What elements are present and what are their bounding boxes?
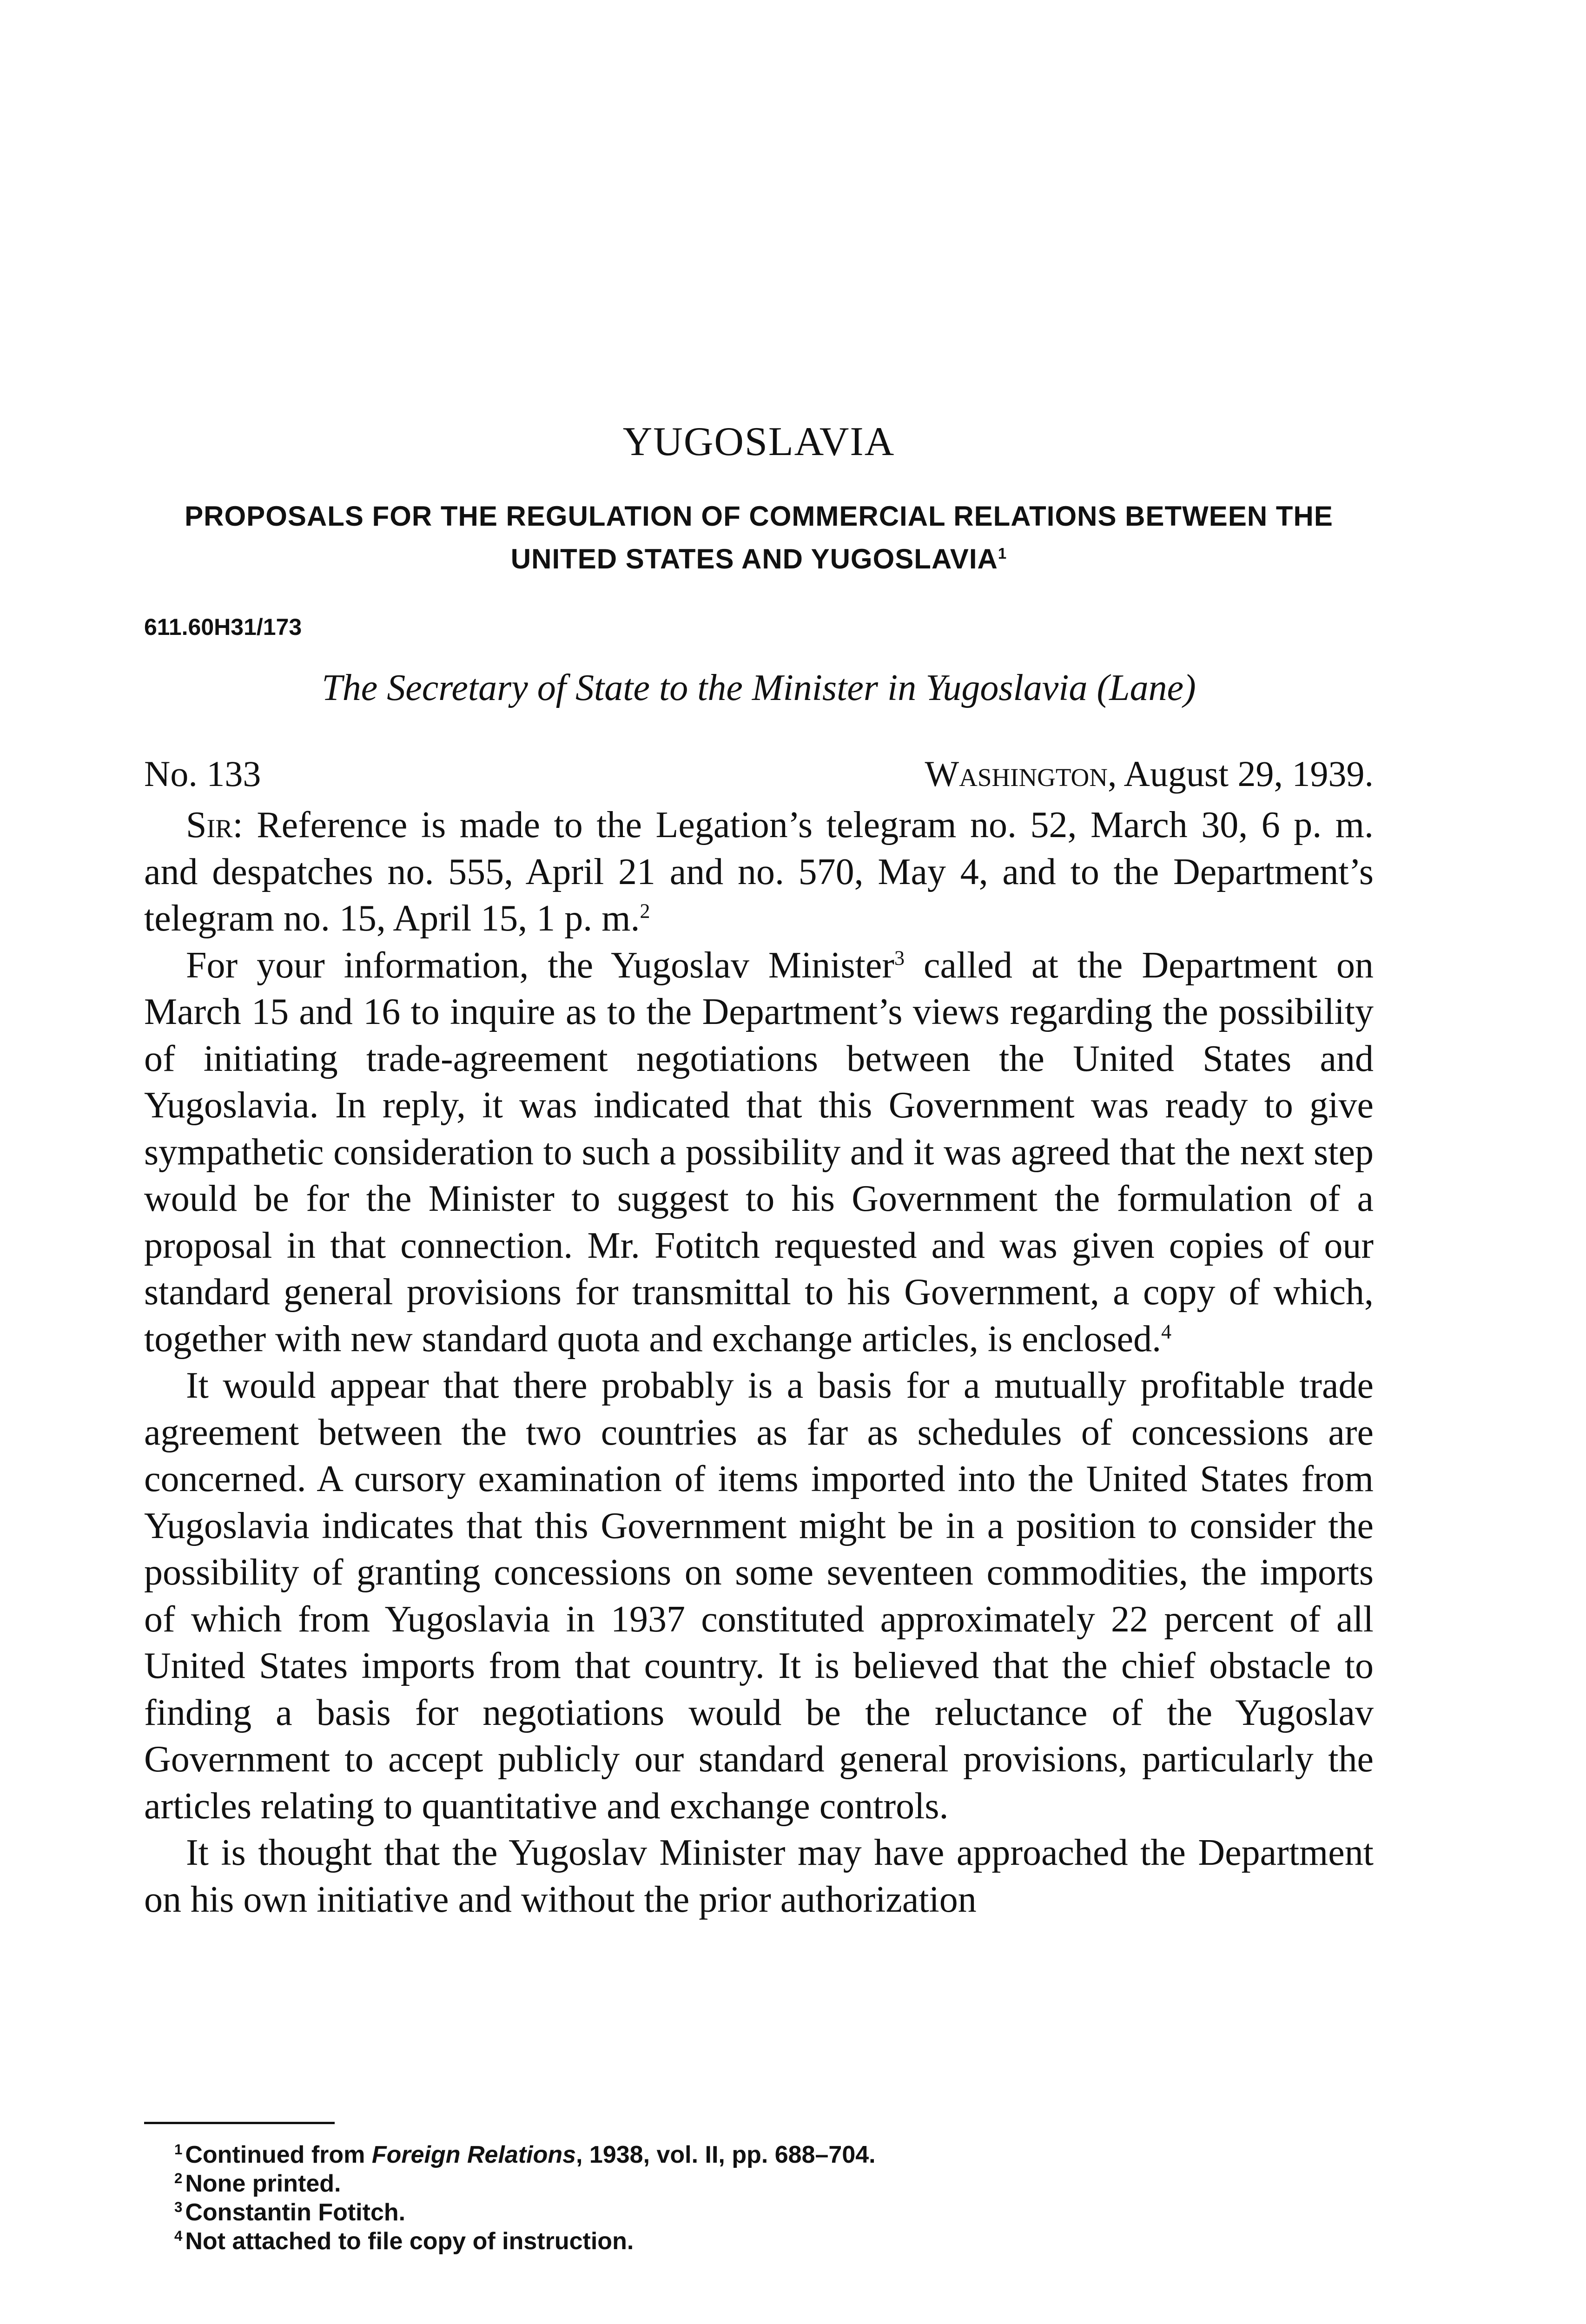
footnote-number: 3 (174, 2199, 183, 2215)
dateline (144, 753, 1374, 795)
country-title: YUGOSLAVIA (622, 419, 895, 464)
footnote (174, 2169, 1374, 2198)
footnote-ref-2: 2 (640, 899, 650, 923)
document-heading-title: The Secretary of State to the Minister in Yugoslavia (322, 667, 1097, 708)
footnote-divider (144, 2122, 335, 2124)
footnote-text-end: , 1938, vol. II, pp. 688–704. (576, 2141, 876, 2168)
paragraph-2 (144, 942, 1374, 1363)
paragraph-4: It is thought that the Yugoslav Minister may have approached the Department on his own initiative and without the prior authorization (144, 1832, 1374, 1920)
salutation: Sir: (186, 805, 243, 845)
file-number: 611.60H31/173 (144, 614, 302, 640)
footnotes (174, 2140, 1374, 2256)
document-heading (144, 667, 1374, 709)
footnote-italic-text: Foreign Relations (371, 2141, 576, 2168)
footnote-ref-4: 4 (1161, 1320, 1172, 1343)
footnote-text: None printed. (185, 2170, 341, 2197)
date: , August 29, 1939. (1107, 753, 1374, 794)
document-heading-recipient: (Lane) (1097, 667, 1196, 708)
paragraph-2-text-a: For your information, the Yugoslav Minister (186, 944, 895, 986)
paragraph-3: It would appear that there probably is a basis for a mutually profitable trade agreement between the two countries as far as schedules of concessions are concerned. A cursory examination of items imported into the United States from Yugoslavia indicates that this Government might be in a position to consider the possibility of granting concessions on some seventeen commodities, the imports of which from Yugoslavia in 1937 constituted approximately 22 percent of all United States imports from that country. It is believed that the chief obstacle to finding a basis for negotiations would be the reluctance of the Yugoslav Government to accept publicly our standard general provisions, particularly the articles relating to quantitative and exchange controls. (144, 1365, 1374, 1827)
letter-body (144, 802, 1374, 1923)
place-and-date (925, 753, 1374, 795)
footnote-ref-3: 3 (894, 946, 905, 969)
paragraph-1-text: Reference is made to the Legation’s telegram no. 52, March 30, 6 p. m. and despatches no. 555, April 21 and no. 570, May 4, and to the Department’s telegram no. 15, April 15, 1 p. m. (144, 805, 1374, 939)
footnote-number: 4 (174, 2227, 183, 2244)
footnote-number: 1 (174, 2141, 183, 2158)
footnote (174, 2227, 1374, 2256)
footnote-number: 2 (174, 2170, 183, 2186)
place: Washington (925, 753, 1108, 794)
footnote (174, 2140, 1374, 2169)
footnote-ref-1: 1 (998, 545, 1007, 562)
footnote-text: Continued from (185, 2141, 372, 2168)
footnote-text: Not attached to file copy of instruction. (185, 2228, 634, 2255)
section-heading (144, 495, 1374, 581)
footnote-text: Constantin Fotitch. (185, 2199, 406, 2226)
paragraph-1 (144, 802, 1374, 942)
instruction-number: No. 133 (144, 753, 261, 794)
footnote (174, 2198, 1374, 2227)
paragraph-2-text-b: called at the Department on March 15 and 16 to inquire as to the Department’s views regarding the possibility of initiating trade-agreement negotiations between the United States and Yugoslavia. In reply, it was indicated that this Government was ready to give sympathetic consideration to such a possibility and it was agreed that the next step would be for the Minister to suggest to his Government the formulation of a proposal in that connection. Mr. Fotitch requested and was given copies of our standard general provisions for transmittal to his Government, a copy of which, together with new standard quota and exchange articles, is enclosed. (144, 944, 1374, 1360)
section-heading-text: PROPOSALS FOR THE REGULATION OF COMMERCIAL RELATIONS BETWEEN THE UNITED STATES AND YUGOSLAVIA (185, 501, 1333, 574)
